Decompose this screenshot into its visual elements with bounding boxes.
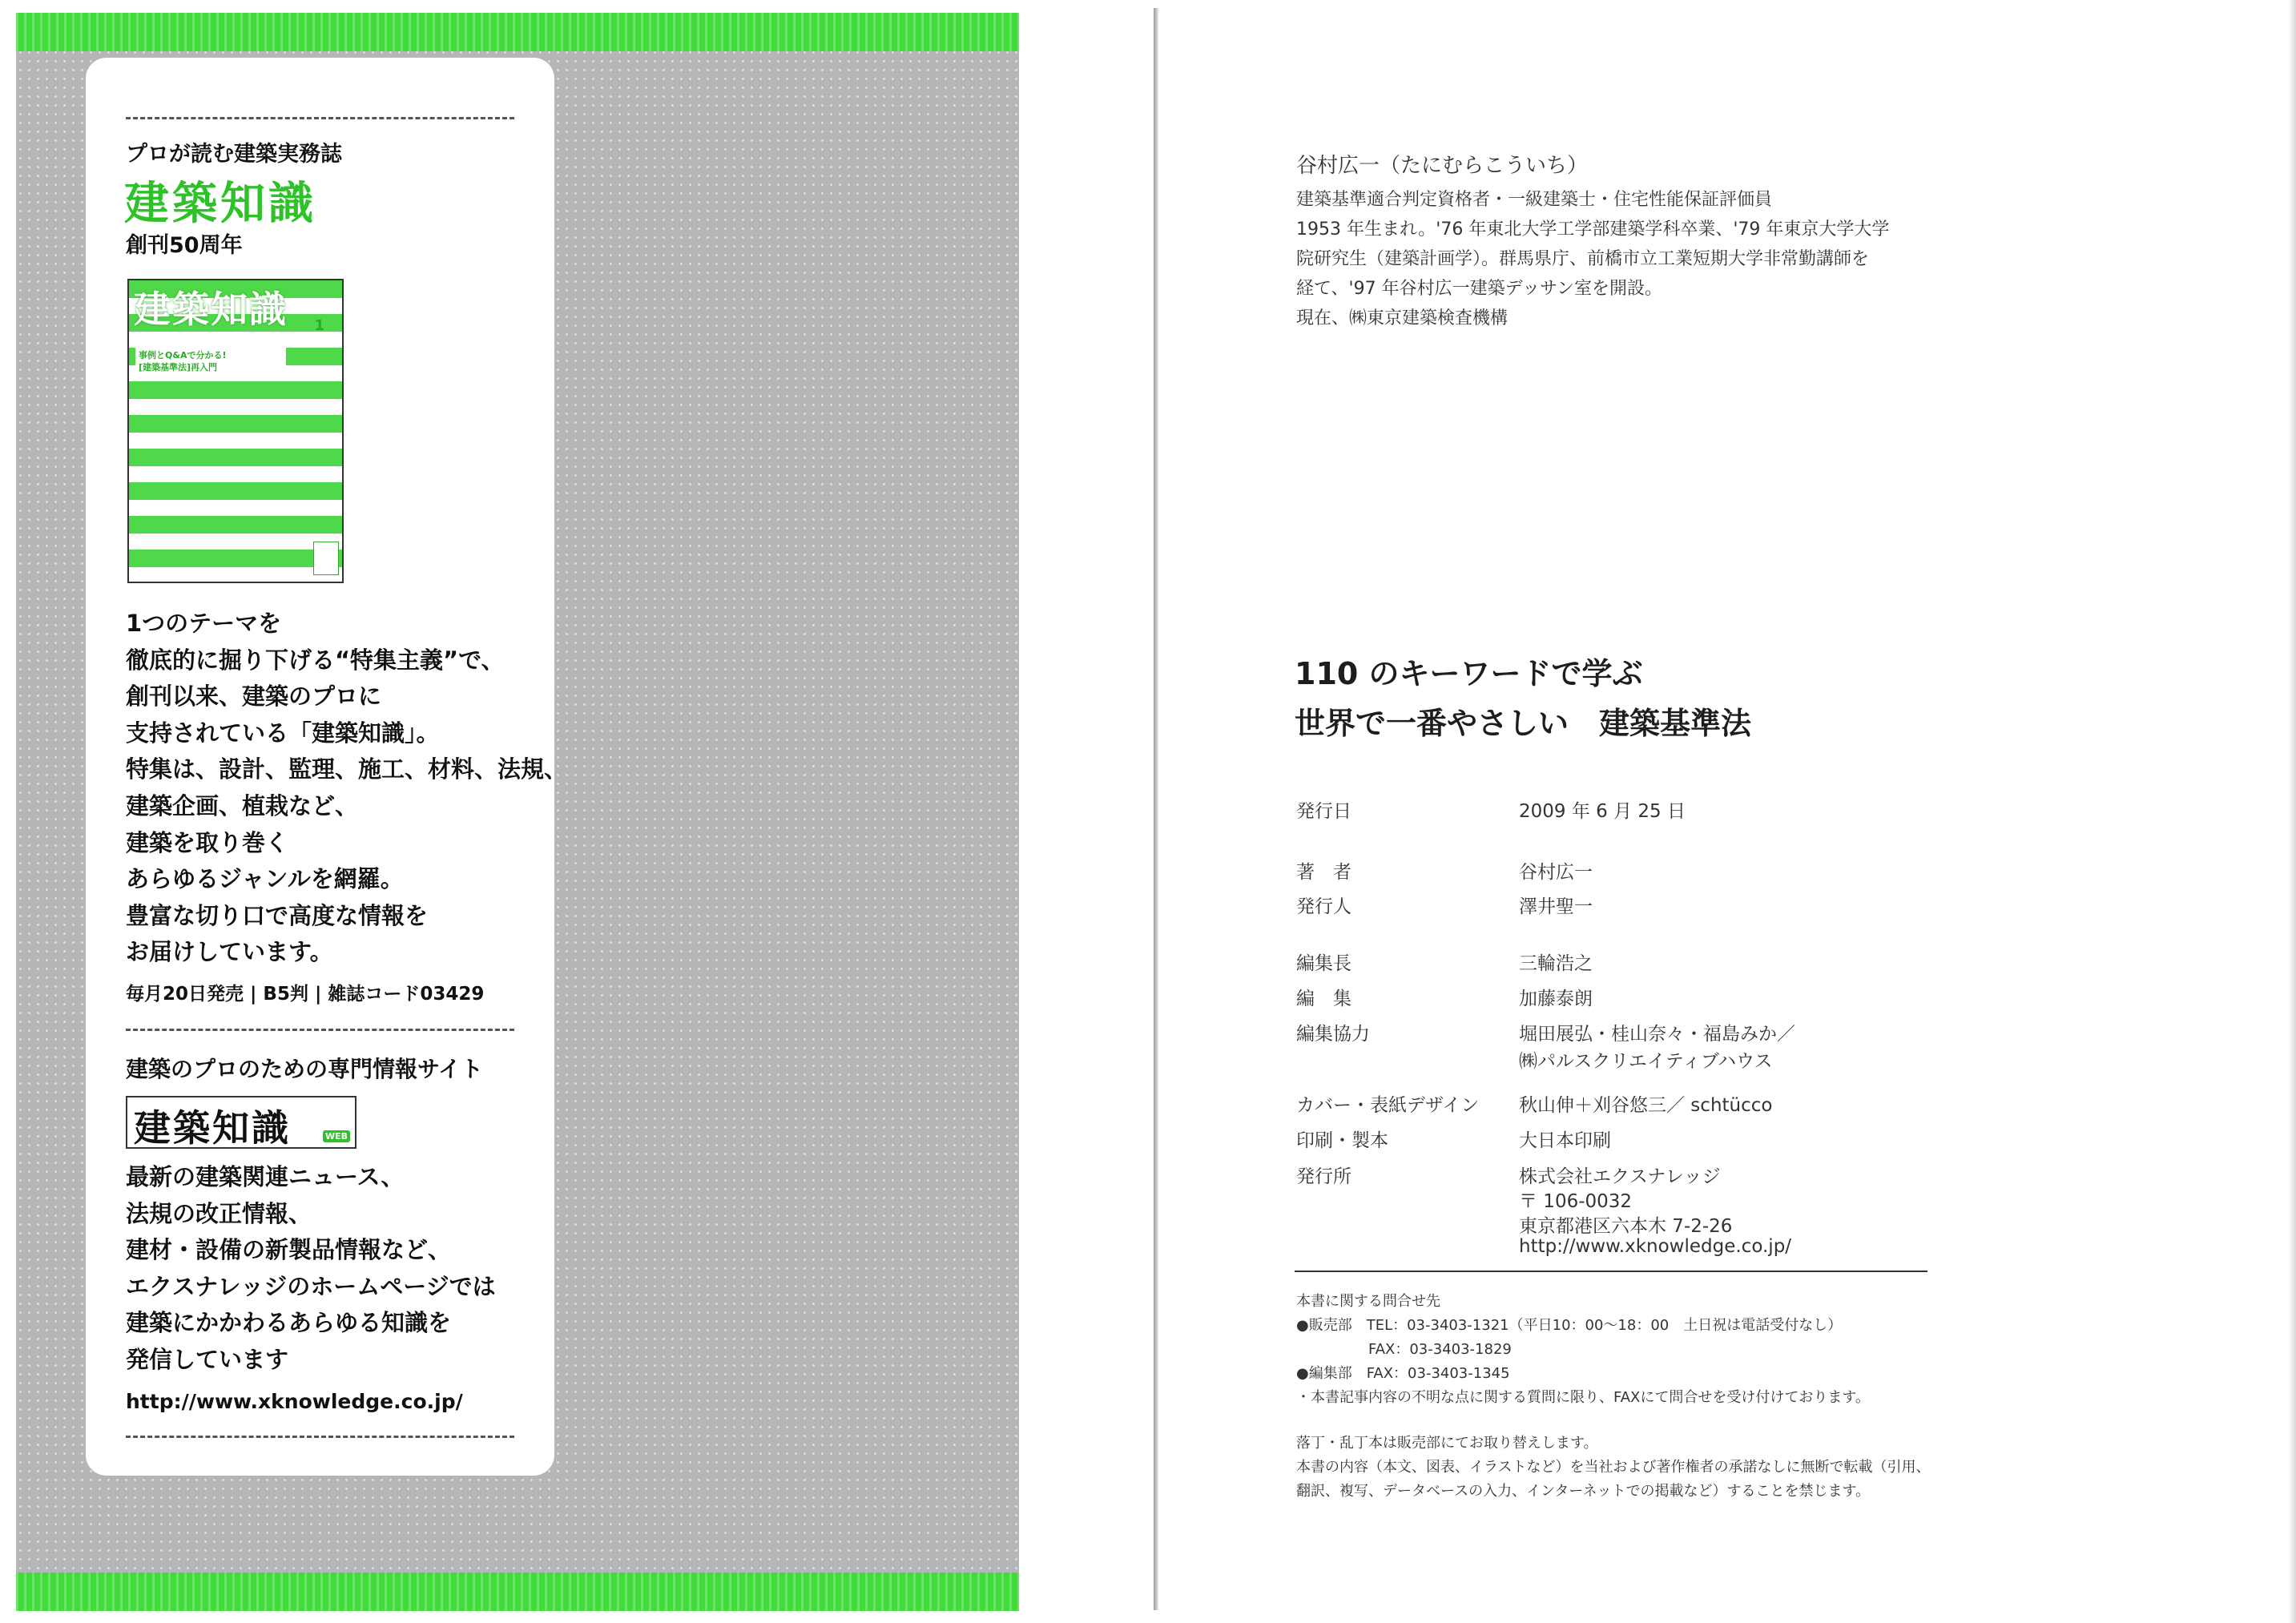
colophon-value: 株式会社エクスナレッジ [1519, 1166, 1721, 1187]
author-bio-line: 院研究生（建築計画学）。群馬県庁、前橋市立工業短期大学非常勤講師を [1296, 249, 1870, 269]
ad-body-line: 1つのテーマを [126, 610, 282, 637]
web-logo-text: 建築知識 [134, 1106, 291, 1150]
colophon-value: 谷村広一 [1519, 862, 1593, 883]
notes-line: 落丁・乱丁本は販売部にてお取り替えします。 [1296, 1435, 1598, 1452]
ad-body-line: 徹底的に掘り下げる“特集主義”で、 [126, 646, 505, 674]
inquiry-line: ・本書記事内容の不明な点に関する質問に限り、FAXにて問合せを受け付けております。 [1296, 1389, 1870, 1406]
magazine-cover-subtitle-line: [建築基準法]再入門 [139, 362, 218, 373]
book-title-line: 世界で一番やさしい 建築基準法 [1295, 706, 1752, 741]
page-binding-shadow [1154, 8, 1158, 1610]
inquiry-line: ●販売部 TEL：03-3403-1321（平日10：00～18：00 土日祝は電話受付なし） [1296, 1317, 1843, 1334]
ad-body-line: 創刊以来、建築のプロに [126, 683, 382, 711]
notes-line: 本書の内容（本文、図表、イラストなど）を当社および著作権者の承諾なしに無断で転載（引用、 [1296, 1459, 1931, 1476]
web-body-line: 建築にかかわるあらゆる知識を [126, 1309, 452, 1337]
green-band-top [16, 13, 1019, 51]
colophon-value: 〒 106-0032 [1519, 1191, 1633, 1212]
colophon-value: 東京都港区六本木 7-2-26 [1519, 1216, 1733, 1237]
colophon-divider [1295, 1271, 1927, 1272]
web-body-line: エクスナレッジのホームページでは [126, 1272, 496, 1300]
colophon-page [1146, 0, 2296, 1623]
inquiry-contact-block [1296, 1290, 1870, 1410]
colophon-value: 澤井聖一 [1519, 896, 1593, 917]
web-site-heading: 建築のプロのための専門情報サイト [126, 1056, 484, 1082]
ad-body-line: 豊富な切り口で高度な情報を [126, 901, 429, 929]
colophon-label: 編 集 [1296, 989, 1351, 1009]
magazine-cover-badge [313, 542, 339, 575]
ad-magazine-title: 建築知識 [124, 178, 316, 230]
colophon-label: カバー・表紙デザイン [1296, 1095, 1480, 1116]
web-body-line: 法規の改正情報、 [126, 1199, 312, 1227]
colophon-value: 三輪浩之 [1519, 953, 1593, 974]
dashed-divider [126, 1029, 514, 1031]
inquiry-line: ●編集部 FAX：03-3403-1345 [1296, 1365, 1510, 1382]
dashed-divider [126, 1436, 514, 1438]
colophon-label: 著 者 [1296, 862, 1351, 883]
back-cover [16, 13, 1019, 1611]
ad-anniversary: 創刊50周年 [126, 233, 243, 258]
colophon-label: 印刷・製本 [1296, 1130, 1388, 1151]
web-body-line: 最新の建築関連ニュース、 [126, 1163, 405, 1190]
colophon-value: 加藤泰朗 [1519, 989, 1593, 1009]
author-bio-line: 1953 年生まれ。'76 年東北大学工学部建築学科卒業、'79 年東京大学大学 [1296, 219, 1890, 240]
web-site-body-text [126, 1159, 496, 1379]
ad-body-line: あらゆるジャンルを網羅。 [126, 865, 404, 893]
copyright-notes [1296, 1432, 1930, 1504]
green-band-bottom [16, 1573, 1019, 1611]
colophon-value: 秋山伸＋刈谷悠三／ schtücco [1519, 1095, 1773, 1116]
ad-body-line: 建築を取り巻く [126, 828, 289, 856]
book-title-line: 110 のキーワードで学ぶ [1295, 656, 1643, 691]
author-bio-line: 経て、'97 年谷村広一建築デッサン室を開設。 [1296, 279, 1663, 299]
magazine-cover-subtitle [135, 348, 286, 375]
magazine-ad-card [86, 58, 568, 1476]
web-body-line: 発信しています [126, 1345, 289, 1373]
ad-body-line: 建築企画、植栽など、 [126, 791, 359, 820]
colophon-value: http://www.xknowledge.co.jp/ [1519, 1236, 1792, 1257]
ad-body-text [126, 606, 567, 971]
ad-body-line: 支持されている「建築知識」。 [126, 719, 440, 747]
book-title [1295, 649, 1751, 748]
ad-body-line: お届けしています。 [126, 938, 333, 966]
colophon-value: 堀田展弘・桂山奈々・福島みか／ [1519, 1024, 1795, 1045]
magazine-cover-issue: 1 [314, 317, 324, 334]
dashed-divider [126, 117, 514, 119]
magazine-cover-image [127, 279, 344, 583]
page-edge-shadow [2288, 0, 2296, 1623]
colophon-value: 大日本印刷 [1519, 1130, 1611, 1151]
author-bio-line: 建築基準適合判定資格者・一級建築士・住宅性能保証評価員 [1296, 190, 1773, 210]
colophon-label: 編集協力 [1296, 1024, 1370, 1045]
inquiry-line: FAX：03-3403-1829 [1296, 1341, 1512, 1358]
ad-issue-info: 毎月20日発売 | B5判 | 雑誌コード03429 [126, 984, 485, 1005]
ad-tagline: プロが読む建築実務誌 [126, 142, 342, 167]
author-name: 谷村広一（たにむらこういち） [1296, 154, 1589, 178]
colophon-value: ㈱パルスクリエイティブハウス [1519, 1051, 1773, 1072]
web-body-line: 建材・設備の新製品情報など、 [126, 1236, 452, 1264]
colophon-label: 編集長 [1296, 953, 1351, 974]
web-site-logo [126, 1096, 356, 1149]
publisher-url: http://www.xknowledge.co.jp/ [126, 1390, 463, 1413]
web-logo-badge: WEB [323, 1130, 350, 1142]
colophon-label: 発行日 [1296, 801, 1351, 822]
ad-body-line: 特集は、設計、監理、施工、材料、法規、 [126, 755, 568, 783]
author-bio [1296, 185, 1889, 333]
colophon-value: 2009 年 6 月 25 日 [1519, 801, 1686, 822]
author-bio-line: 現在、㈱東京建築検査機構 [1296, 308, 1509, 328]
inquiry-line: 本書に関する問合せ先 [1296, 1293, 1440, 1310]
colophon-label: 発行人 [1296, 896, 1351, 917]
magazine-cover-title: 建築知識 [134, 288, 288, 331]
colophon-label: 発行所 [1296, 1166, 1351, 1187]
magazine-cover-subtitle-line: 事例とQ&Aで分かる! [139, 350, 227, 360]
notes-line: 翻訳、複写、データベースの入力、インターネットでの掲載など）することを禁じます。 [1296, 1483, 1871, 1500]
